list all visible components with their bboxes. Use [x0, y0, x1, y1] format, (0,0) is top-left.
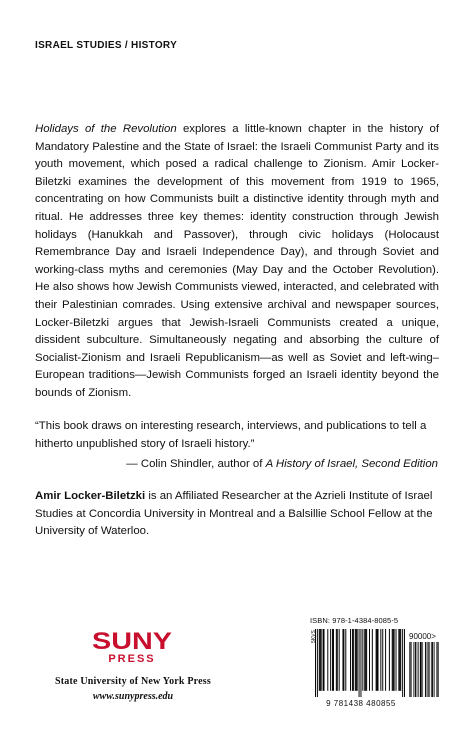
barcode-bar — [378, 629, 379, 691]
author-name: Amir Locker-Biletzki — [35, 490, 146, 502]
barcode-bar — [342, 629, 343, 691]
price-code: 90000> — [409, 632, 436, 641]
barcode-bar — [343, 629, 344, 691]
category-label: ISRAEL STUDIES / HISTORY — [35, 40, 178, 51]
barcode-bar — [315, 629, 316, 697]
barcode-bar — [362, 629, 363, 691]
barcode-bar — [339, 629, 340, 691]
barcode-bar — [415, 642, 416, 697]
barcode-bar — [380, 629, 381, 691]
barcode-bar — [353, 629, 354, 691]
barcode-bar — [376, 629, 377, 691]
publisher-name: State University of New York Press — [55, 676, 211, 687]
barcode-bar — [394, 629, 395, 691]
barcode-bar — [333, 629, 334, 691]
publisher-url[interactable]: www.sunypress.edu — [92, 691, 174, 702]
barcode-bar — [392, 629, 393, 691]
price-addon-barcode — [409, 642, 439, 697]
barcode-bar — [433, 642, 434, 697]
barcode-bar — [429, 642, 430, 697]
barcode-bar — [400, 629, 401, 691]
barcode-bar — [420, 642, 421, 697]
barcode-block — [305, 612, 443, 714]
barcode-bar — [422, 642, 423, 697]
barcode-bar — [389, 629, 390, 691]
barcode-bar — [327, 629, 328, 691]
barcode-bar — [428, 642, 429, 697]
barcode-bar — [377, 629, 378, 691]
barcode-bar — [420, 642, 421, 697]
barcode-bar — [413, 642, 414, 697]
barcode-bar — [324, 629, 325, 691]
barcode-bar — [323, 629, 324, 691]
barcode-bar — [369, 629, 370, 691]
barcode-bar — [399, 629, 400, 691]
isbn-label: ISBN: 978-1-4384-8085-5 — [310, 616, 399, 625]
barcode-bar — [398, 629, 399, 691]
barcode-bar — [438, 642, 439, 697]
barcode-bar — [411, 642, 412, 697]
book-description — [35, 121, 439, 403]
barcode-bar — [356, 629, 357, 691]
barcode-side-code: 5KVS — [311, 630, 317, 643]
ean13-barcode — [315, 629, 405, 697]
barcode-bar — [417, 642, 418, 697]
barcode-bar — [415, 642, 416, 697]
attribution-prefix: — Colin Shindler, author of — [126, 458, 266, 470]
barcode-bar — [319, 629, 320, 691]
barcode-bar — [396, 629, 397, 691]
barcode-bar — [345, 629, 346, 691]
barcode-bar — [372, 629, 373, 691]
barcode-bar — [332, 629, 333, 691]
barcode-bar — [357, 629, 358, 691]
logo-press-text: PRESS — [108, 653, 156, 664]
book-title-italic: Holidays of the Revolution — [35, 123, 177, 135]
barcode-bar — [431, 642, 432, 697]
barcode-bar — [385, 629, 386, 691]
barcode-bar — [321, 629, 322, 691]
barcode-bar — [427, 642, 428, 697]
barcode-bar — [434, 642, 435, 697]
barcode-bar — [393, 629, 394, 691]
suny-press-logo — [82, 628, 182, 664]
barcode-bar — [350, 629, 351, 691]
barcode-bar — [382, 629, 383, 691]
logo-suny-text: SUNY — [92, 628, 172, 655]
barcode-bar — [410, 642, 411, 697]
barcode-bar — [437, 642, 438, 697]
barcode-bar — [320, 629, 321, 691]
endorsement-attribution — [126, 456, 438, 474]
barcode-digits: 9 781438 480855 — [326, 699, 396, 708]
barcode-bar — [365, 629, 366, 691]
attribution-book-title: A History of Israel, Second Edition — [265, 458, 438, 470]
barcode-bar — [355, 629, 356, 691]
endorsement-quote: “This book draws on interesting research, interviews, and publications to tell a hitherto unpublished story of Israeli history.” — [35, 420, 427, 450]
author-bio-text: is an Affiliated Researcher at the Azrieli Institute of Israel Studies at Concordia University in Montreal and a Balsillie School Fellow at the University of Waterloo. — [35, 490, 433, 538]
barcode-bar — [364, 629, 365, 691]
barcode-bar — [421, 642, 422, 697]
barcode-bar — [337, 629, 338, 691]
author-bio — [35, 488, 439, 541]
barcode-bar — [409, 642, 410, 697]
barcode-bar — [352, 629, 353, 691]
barcode-bar — [330, 629, 331, 691]
barcode-bar — [404, 629, 405, 697]
barcode-bar — [359, 629, 360, 697]
barcode-bar — [402, 629, 403, 697]
barcode-bar — [432, 642, 433, 697]
barcode-bar — [425, 642, 426, 697]
barcode-bar — [366, 629, 367, 691]
barcode-bar — [436, 642, 437, 697]
barcode-bar — [336, 629, 337, 691]
barcode-bar — [418, 642, 419, 697]
barcode-bar — [317, 629, 318, 697]
description-body: explores a little-known chapter in the history of Mandatory Palestine and the State of Israel: the Israeli Communist Party and its youth movement, which posed a radical challenge to Zionism. Amir Locker-Biletzki examines the development of this movement from 1919 to 1965, concentrating on how Communists built a distinctive identity through myth and ritual. He addresses three key themes: identity construction through Jewish holidays (Hanukkah and Passover), through civic holidays (Holocaust Remembrance Day and Israeli Independence Day), and through Soviet and working-class myths and ceremonies (May Day and the October Revolution). He also shows how Jewish Communists viewed, interacted, and celebrated with their Palestinian comrades. Using extensive archival and newspaper sources, Locker-Biletzki argues that Jewish-Israeli Communists created a unique, dissident subculture. Simultaneously negating and absorbing the culture of Socialist-Zionism and Israeli Republicanism—as well as Soviet and left-wing–European traditions—Jewish Communists forged an Israeli identity beyond the bounds of Zionism. — [35, 123, 439, 399]
barcode-bar — [426, 642, 427, 697]
barcode-bar — [360, 629, 361, 697]
